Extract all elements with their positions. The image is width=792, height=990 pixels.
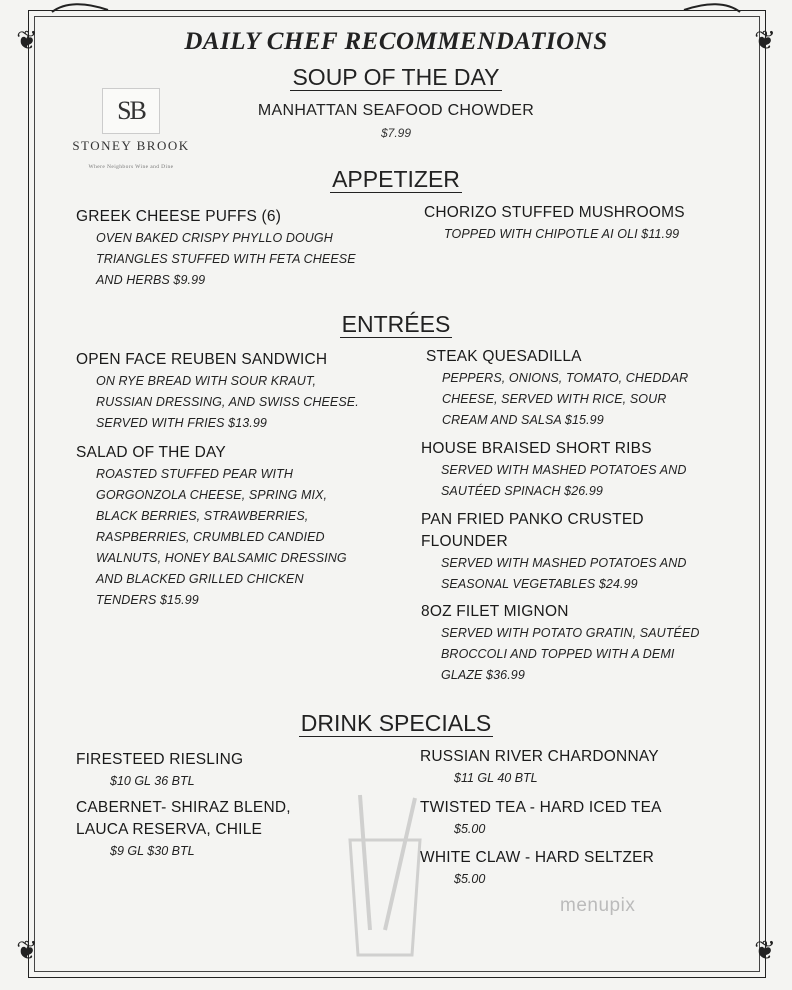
fleur-corner-icon: ❦ (754, 26, 776, 56)
item-desc: SERVED WITH FRIES $13.99 (96, 416, 267, 430)
flourish-right-icon (682, 0, 742, 14)
item-name: HOUSE BRAISED SHORT RIBS (421, 440, 652, 457)
drink-item (420, 746, 659, 788)
item-desc: OVEN BAKED CRISPY PHYLLO DOUGH (96, 231, 333, 245)
menu-item (421, 601, 700, 686)
item-name: WHITE CLAW - HARD SELTZER (420, 849, 655, 866)
item-name: RUSSIAN RIVER CHARDONNAY (420, 748, 659, 765)
drink-price: $5.00 (454, 872, 486, 886)
watermark: menupix (560, 895, 636, 916)
item-desc: GLAZE $36.99 (441, 668, 525, 682)
drink-item (420, 797, 662, 839)
drink-price: $11 GL 40 BTL (454, 771, 538, 785)
menu-item (421, 509, 687, 595)
item-desc: SERVED WITH MASHED POTATOES AND (441, 463, 687, 477)
flourish-left-icon (50, 0, 110, 14)
item-desc: TRIANGLES STUFFED WITH FETA CHEESE (96, 252, 356, 266)
item-name: PAN FRIED PANKO CRUSTED (421, 511, 644, 528)
menu-item (424, 202, 685, 245)
fleur-corner-icon: ❦ (754, 936, 776, 966)
drink-item (76, 749, 243, 791)
item-name: CABERNET- SHIRAZ BLEND, (76, 799, 291, 816)
item-desc: AND BLACKED GRILLED CHICKEN (96, 572, 304, 586)
item-desc: TOPPED WITH CHIPOTLE AI OLI $11.99 (444, 227, 680, 241)
menu-item (76, 442, 347, 611)
cocktail-glass-icon (340, 790, 430, 960)
item-desc: WALNUTS, HONEY BALSAMIC DRESSING (96, 551, 347, 565)
item-name: OPEN FACE REUBEN SANDWICH (76, 351, 328, 368)
entrees-heading: ENTRÉES (341, 311, 451, 337)
item-desc: ON RYE BREAD WITH SOUR KRAUT, (96, 374, 317, 388)
page-title: DAILY CHEF RECOMMENDATIONS (184, 28, 608, 55)
drink-price: $9 GL $30 BTL (110, 844, 195, 858)
item-desc: RUSSIAN DRESSING, AND SWISS CHEESE. (96, 395, 359, 409)
item-desc: SERVED WITH POTATO GRATIN, SAUTÉED (441, 626, 700, 640)
appetizer-heading: APPETIZER (332, 166, 460, 192)
item-desc: CHEESE, SERVED WITH RICE, SOUR (442, 392, 667, 406)
fleur-corner-icon: ❦ (16, 936, 38, 966)
item-desc: SAUTÉED SPINACH $26.99 (441, 484, 603, 498)
item-desc: GORGONZOLA CHEESE, SPRING MIX, (96, 488, 328, 502)
drink-price: $10 GL 36 BTL (110, 774, 195, 788)
item-name: LAUCA RESERVA, CHILE (76, 821, 263, 838)
soup-name: MANHATTAN SEAFOOD CHOWDER (257, 102, 535, 119)
fleur-corner-icon: ❦ (16, 26, 38, 56)
soup-heading: SOUP OF THE DAY (292, 64, 500, 90)
logo-monogram: SB (102, 88, 160, 134)
item-name: CHORIZO STUFFED MUSHROOMS (424, 204, 685, 221)
menu-item (76, 349, 359, 434)
menu-item (421, 438, 687, 502)
item-desc: SEASONAL VEGETABLES $24.99 (441, 577, 638, 591)
item-desc: ROASTED STUFFED PEAR WITH (96, 467, 293, 481)
item-desc: BROCCOLI AND TOPPED WITH A DEMI (441, 647, 675, 661)
item-name: STEAK QUESADILLA (426, 348, 582, 365)
soup-price: $7.99 (380, 126, 412, 140)
item-name: SALAD OF THE DAY (76, 444, 226, 461)
drink-item (76, 797, 291, 861)
logo-tagline: Where Neighbors Wine and Dine (88, 164, 174, 170)
item-desc: SERVED WITH MASHED POTATOES AND (441, 556, 687, 570)
item-name: 8OZ FILET MIGNON (421, 603, 569, 620)
logo-name: STONEY BROOK (72, 138, 190, 153)
item-name: FIRESTEED RIESLING (76, 751, 244, 768)
menu-item (426, 346, 688, 431)
menu-item (76, 206, 356, 291)
item-desc: PEPPERS, ONIONS, TOMATO, CHEDDAR (442, 371, 689, 385)
item-name: TWISTED TEA - HARD ICED TEA (420, 799, 662, 816)
item-desc: AND HERBS $9.99 (96, 273, 206, 287)
item-name: FLOUNDER (421, 533, 508, 550)
item-desc: BLACK BERRIES, STRAWBERRIES, (96, 509, 309, 523)
drinks-heading: DRINK SPECIALS (300, 710, 492, 736)
drink-price: $5.00 (454, 822, 486, 836)
item-desc: CREAM AND SALSA $15.99 (442, 413, 604, 427)
item-desc: RASPBERRIES, CRUMBLED CANDIED (96, 530, 325, 544)
item-desc: TENDERS $15.99 (96, 593, 199, 607)
item-name: GREEK CHEESE PUFFS (6) (76, 208, 282, 225)
drink-item (420, 847, 654, 889)
